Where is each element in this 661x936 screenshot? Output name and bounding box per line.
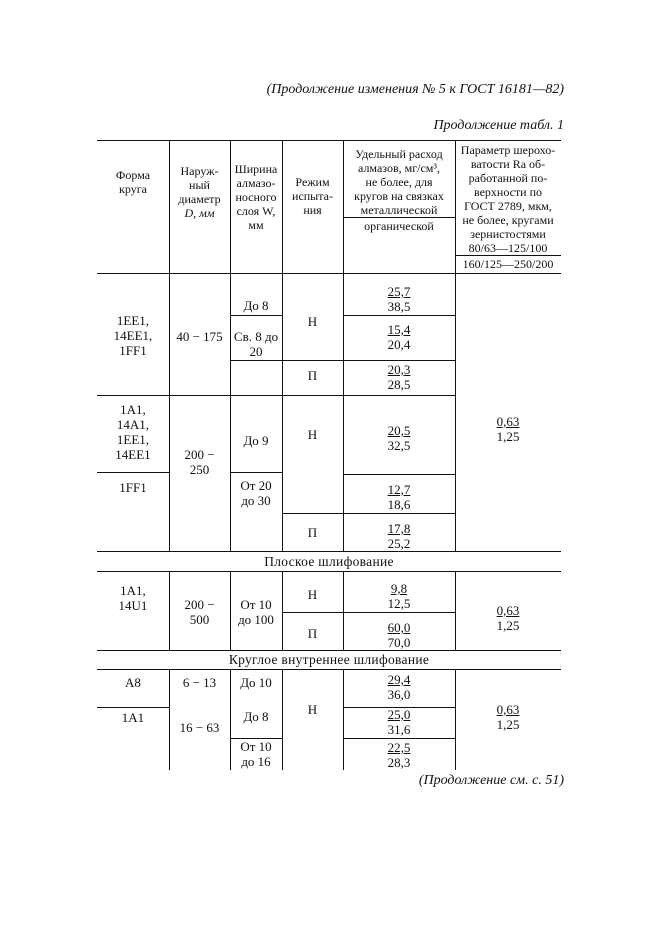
- consumption-metal: 15,4: [387, 322, 411, 337]
- consumption-value: [343, 740, 455, 770]
- data-table: [97, 140, 561, 770]
- table-top-rule: [97, 140, 561, 141]
- section-heading-flat: Плоское шлифование: [264, 554, 394, 569]
- col-header-text: диаметр: [178, 192, 221, 206]
- width-text: до 16: [241, 754, 271, 769]
- col-header-text: 80/63—125/100: [468, 241, 548, 255]
- consumption-value: [343, 362, 455, 392]
- mode-cell: П: [307, 368, 318, 383]
- width-cell: [230, 597, 282, 627]
- col-header-text: кругов на связках: [354, 189, 444, 203]
- col-header-mode: [282, 175, 343, 217]
- width-cell: До 8: [243, 298, 269, 313]
- form-text: 14ЕЕ1,: [113, 328, 153, 343]
- width-cell: [230, 739, 282, 769]
- consumption-organic: 12,5: [387, 596, 411, 611]
- roughness-coarse: 1,25: [496, 618, 520, 633]
- consumption-metal: 22,5: [387, 740, 411, 755]
- consumption-organic: 28,5: [387, 377, 411, 392]
- col-header-text: металлической: [360, 203, 438, 217]
- consumption-metal: 12,7: [387, 482, 411, 497]
- consumption-organic: 28,3: [387, 755, 411, 770]
- form-text: 14U1: [118, 598, 148, 613]
- col-header-text: Ширина: [234, 162, 278, 176]
- roughness-fine: 0,63: [496, 414, 520, 429]
- width-cell: До 9: [243, 433, 269, 448]
- table-continuation-label: Продолжение табл. 1: [433, 118, 564, 133]
- form-cell: А8: [125, 675, 141, 690]
- consumption-organic: 31,6: [387, 722, 411, 737]
- form-cell: [97, 402, 169, 462]
- col-header-text: носного: [235, 190, 277, 204]
- width-cell: До 8: [243, 709, 269, 724]
- rule: [282, 612, 455, 613]
- col-header-form-text: Форма круга: [115, 168, 151, 196]
- col-header-text: алмазо-: [236, 176, 276, 190]
- col-header-consumption: [343, 147, 455, 217]
- col-header-text: мм: [248, 218, 264, 232]
- col-header-width: [230, 162, 282, 232]
- col-header-text: работанной по-: [468, 171, 548, 185]
- consumption-metal: 20,5: [387, 423, 411, 438]
- form-cell: [97, 313, 169, 358]
- consumption-value: [343, 482, 455, 512]
- col-header-text: Режим: [295, 175, 330, 189]
- header-bottom-rule: [97, 273, 561, 274]
- section-heading-internal: Круглое внутреннее шлифование: [228, 652, 430, 667]
- rule: [230, 472, 282, 473]
- mode-cell: П: [307, 525, 318, 540]
- rule: [97, 472, 169, 473]
- rule: [97, 395, 455, 396]
- diameter-text: 250: [189, 462, 210, 477]
- roughness-value: [455, 603, 561, 633]
- width-text: 20: [249, 344, 263, 359]
- form-text: 1ЕЕ1,: [116, 432, 150, 447]
- col-header-text: зернистостями: [470, 227, 546, 241]
- roughness-fine: 0,63: [496, 702, 520, 717]
- col-header-text: D, мм: [184, 206, 215, 220]
- col-header-text: Наруж-: [180, 164, 219, 178]
- rule: [343, 315, 455, 316]
- consumption-split-rule: [343, 217, 455, 218]
- diameter-cell: [169, 447, 230, 477]
- mode-cell: Н: [307, 314, 318, 329]
- mode-cell: П: [307, 626, 318, 641]
- roughness-value: [455, 702, 561, 732]
- diameter-text: 200 −: [184, 597, 215, 612]
- consumption-metal: 25,7: [387, 284, 411, 299]
- consumption-metal: 25,0: [387, 707, 411, 722]
- section-rule: [97, 650, 561, 651]
- mode-cell: Н: [307, 587, 318, 602]
- consumption-metal: 29,4: [387, 672, 411, 687]
- change-note: (Продолжение изменения № 5 к ГОСТ 16181—82): [266, 82, 564, 97]
- consumption-value: [343, 620, 455, 650]
- consumption-value: [343, 521, 455, 551]
- rule: [282, 513, 455, 514]
- consumption-value: [343, 672, 455, 702]
- width-cell: До 10: [240, 675, 272, 690]
- form-text: 1FF1: [119, 343, 147, 358]
- consumption-value: [343, 707, 455, 737]
- width-text: От 10: [240, 597, 272, 612]
- section-rule: [97, 669, 561, 670]
- form-text: 1ЕЕ1,: [116, 313, 150, 328]
- consumption-metal: 20,3: [387, 362, 411, 377]
- diameter-cell: 40 − 175: [176, 329, 223, 344]
- col-header-text: слоя W,: [236, 204, 276, 218]
- col-header-text: не более, кругами: [462, 213, 554, 227]
- form-text: 14ЕЕ1: [115, 447, 151, 462]
- col-header-diameter: [169, 164, 230, 220]
- consumption-metal: 9,8: [390, 581, 408, 596]
- col-header-text: Удельный расход: [355, 147, 443, 161]
- consumption-metal: 60,0: [387, 620, 411, 635]
- roughness-split-rule: [455, 255, 561, 256]
- col-header-text: ный: [189, 178, 210, 192]
- rule: [343, 474, 455, 475]
- diameter-text: 200 −: [184, 447, 215, 462]
- consumption-value: [343, 581, 455, 611]
- col-header-roughness-den: 160/125—250/200: [462, 257, 554, 271]
- col-header-text: Параметр шерохо-: [460, 143, 556, 157]
- section-rule: [97, 571, 561, 572]
- col-header-text: ГОСТ 2789, мкм,: [464, 199, 552, 213]
- consumption-organic: 70,0: [387, 635, 411, 650]
- col-header-text: верхности по: [473, 185, 543, 199]
- col-header-text: не более, для: [365, 175, 433, 189]
- roughness-coarse: 1,25: [496, 429, 520, 444]
- mode-cell: Н: [307, 702, 318, 717]
- width-text: Св. 8 до: [233, 329, 279, 344]
- width-text: От 20: [240, 478, 272, 493]
- roughness-coarse: 1,25: [496, 717, 520, 732]
- col-header-text: ватости Ra об-: [470, 157, 546, 171]
- col-header-text: испыта-: [292, 189, 333, 203]
- rule: [97, 707, 169, 708]
- form-cell: 1А1: [121, 710, 145, 725]
- consumption-organic: 36,0: [387, 687, 411, 702]
- consumption-organic: 18,6: [387, 497, 411, 512]
- consumption-organic: 25,2: [387, 536, 411, 551]
- col-header-roughness: [455, 143, 561, 255]
- consumption-value: [343, 284, 455, 314]
- col-header-text: ния: [303, 203, 322, 217]
- diameter-text: 500: [189, 612, 210, 627]
- rule: [230, 315, 282, 316]
- rule: [343, 738, 455, 739]
- width-cell: [230, 478, 282, 508]
- col-header-text: алмазов, мг/см³,: [358, 161, 440, 175]
- roughness-fine: 0,63: [496, 603, 520, 618]
- diameter-cell: 6 − 13: [182, 675, 217, 690]
- width-cell: [230, 329, 282, 359]
- col-header-consumption-organic: органической: [364, 219, 434, 233]
- width-text: до 30: [241, 493, 271, 508]
- form-cell: [97, 583, 169, 613]
- col-header-form: [97, 168, 169, 196]
- consumption-value: [343, 322, 455, 352]
- width-text: От 10: [240, 739, 272, 754]
- mode-cell: Н: [307, 427, 318, 442]
- consumption-organic: 32,5: [387, 438, 411, 453]
- col-rule: [282, 669, 283, 770]
- diameter-cell: 16 − 63: [179, 720, 220, 735]
- form-cell: 1FF1: [119, 480, 147, 495]
- continuation-footer: (Продолжение см. с. 51): [418, 773, 564, 788]
- form-text: 1А1,: [120, 402, 146, 417]
- form-text: 1А1,: [120, 583, 146, 598]
- roughness-value: [455, 414, 561, 444]
- form-text: 14А1,: [116, 417, 150, 432]
- diameter-cell: [169, 597, 230, 627]
- consumption-organic: 20,4: [387, 337, 411, 352]
- consumption-organic: 38,5: [387, 299, 411, 314]
- consumption-metal: 17,8: [387, 521, 411, 536]
- consumption-value: [343, 423, 455, 453]
- width-text: до 100: [238, 612, 274, 627]
- section-rule: [97, 551, 561, 552]
